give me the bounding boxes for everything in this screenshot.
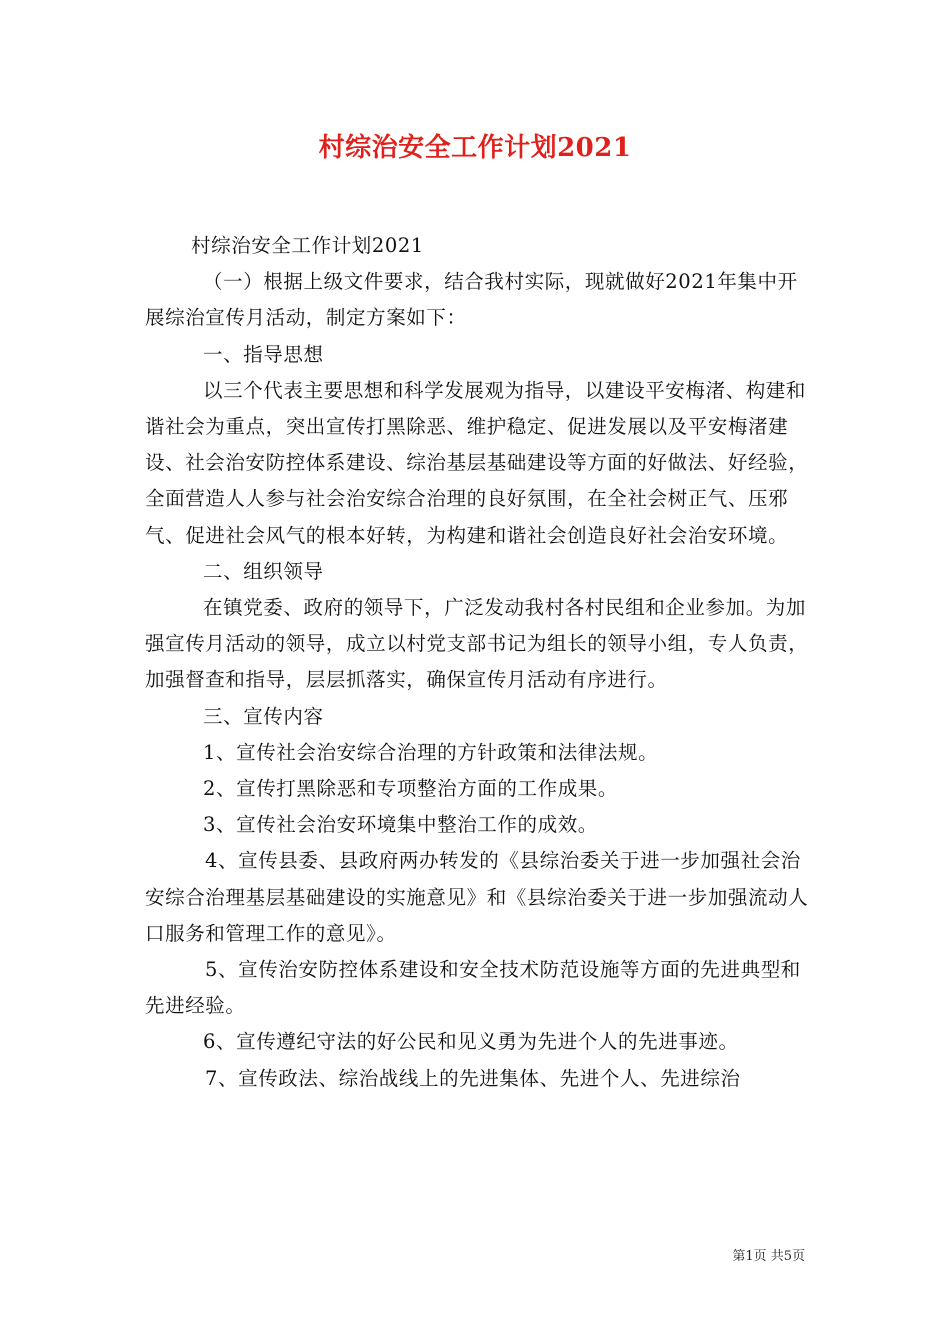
section-heading-guiding-thought: 一、指导思想: [203, 342, 324, 366]
section-heading-content: 三、宣传内容: [203, 704, 324, 728]
list-item-3: 3、宣传社会治安环境集中整治工作的成效。: [203, 813, 598, 837]
document-body: [145, 228, 815, 1097]
list-item-5: 5、宣传治安防控体系建设和安全技术防范设施等方面的先进典型和先进经验。: [145, 958, 801, 1018]
page-number: 第1页 共5页: [732, 1249, 805, 1264]
list-item-1: 1、宣传社会治安综合治理的方针政策和法律法规。: [203, 740, 659, 764]
list-item-4: 4、宣传县委、县政府两办转发的《县综治委关于进一步加强社会治安综合治理基层基础建设的实施意见》和《县综治委关于进一步加强流动人口服务和管理工作的意见》。: [145, 849, 809, 945]
paragraph-intro: （一）根据上级文件要求，结合我村实际，现就做好2021年集中开展综治宣传月活动，制定方案如下：: [145, 270, 798, 330]
list-item-2: 2、宣传打黑除恶和专项整治方面的工作成果。: [203, 777, 619, 801]
paragraph-organization: 在镇党委、政府的领导下，广泛发动我村各村民组和企业参加。为加强宣传月活动的领导，成立以村党支部书记为组长的领导小组，专人负责，加强督查和指导，层层抓落实，确保宣传月活动有序进行。: [145, 596, 809, 692]
paragraph-guiding-thought: 以三个代表主要思想和科学发展观为指导，以建设平安梅渚、构建和谐社会为重点，突出宣传打黑除恶、维护稳定、促进发展以及平安梅渚建设、社会治安防控体系建设、综治基层基础建设等方面的好做法、好经验，全面营造人人参与社会治安综合治理的良好氛围，在全社会树正气、压邪气、促进社会风气的根本好转，为构建和谐社会创造良好社会治安环境。: [145, 378, 809, 547]
section-heading-organization: 二、组织领导: [203, 559, 324, 583]
page-title: 村综治安全工作计划2021: [318, 133, 632, 163]
list-item-7: 7、宣传政法、综治战线上的先进集体、先进个人、先进综治: [205, 1066, 741, 1090]
doc-subtitle: 村综治安全工作计划2021: [191, 234, 424, 257]
list-item-6: 6、宣传遵纪守法的好公民和见义勇为先进个人的先进事迹。: [203, 1030, 739, 1054]
